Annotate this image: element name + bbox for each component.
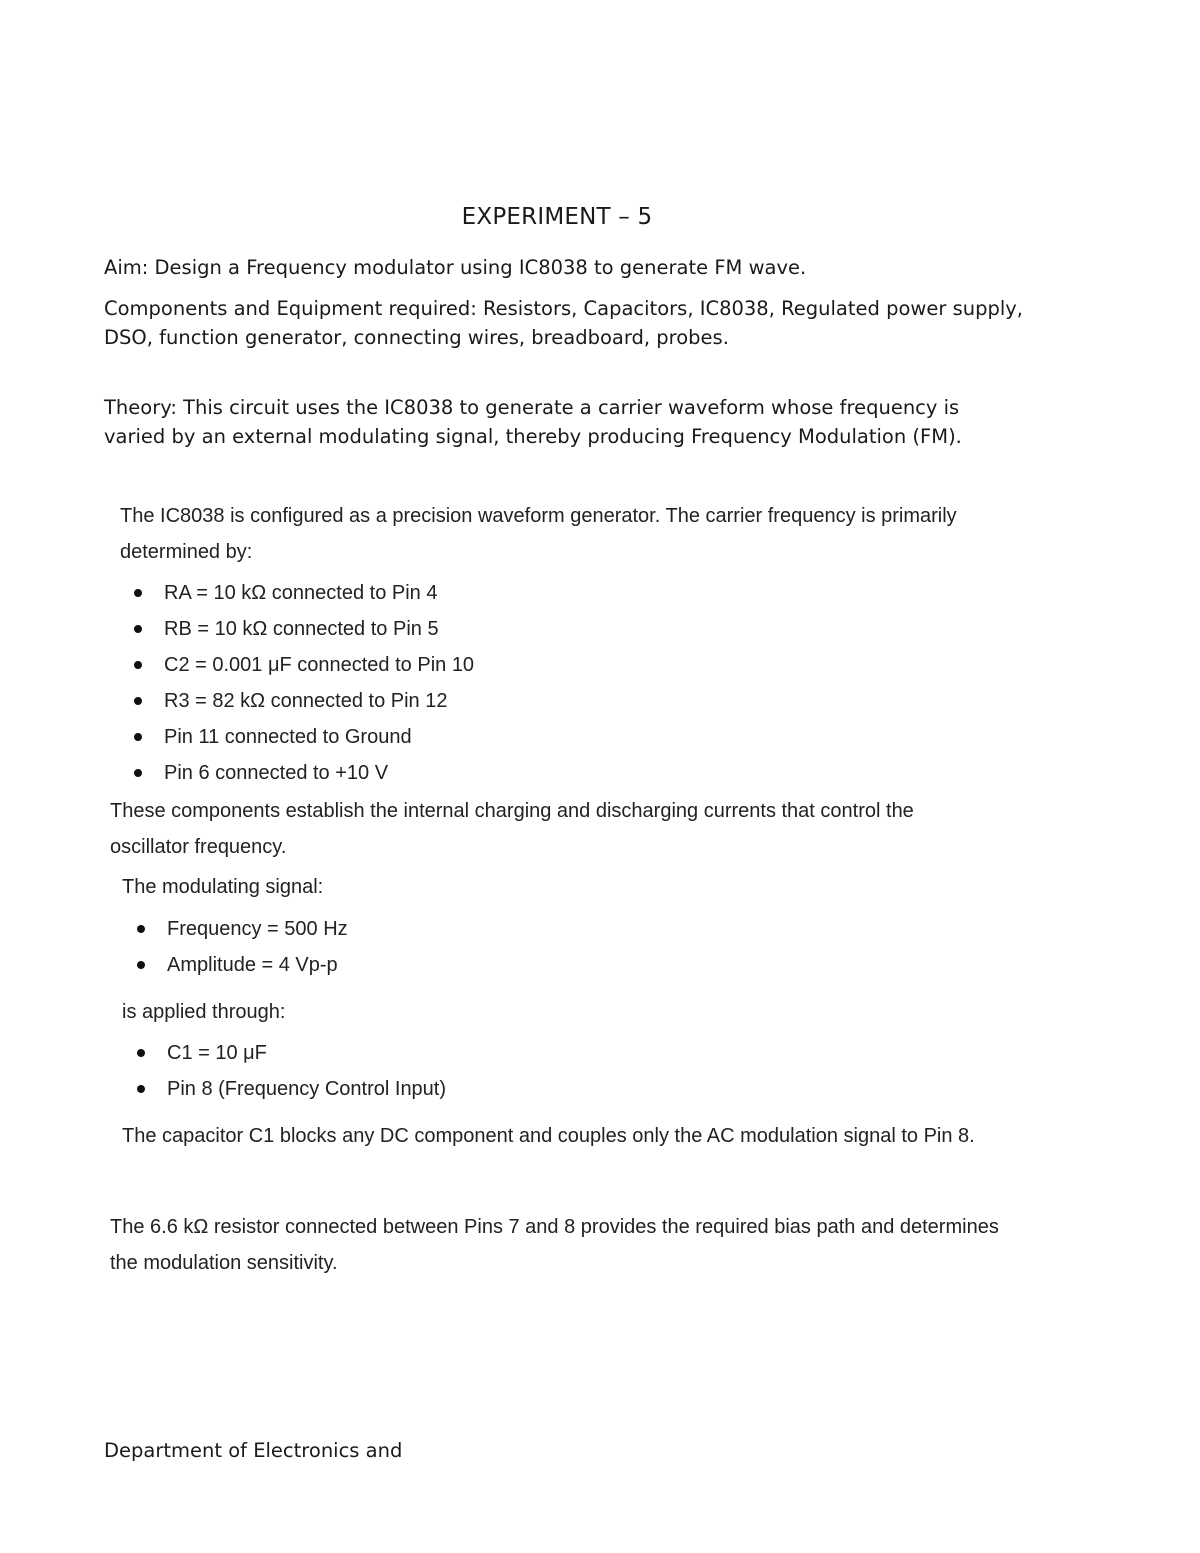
list-item <box>134 683 474 719</box>
applied-through-list <box>137 1035 446 1107</box>
bullet-icon <box>137 1085 145 1093</box>
resistor-note-text: The 6.6 kΩ resistor connected between Pins 7 and 8 provides the required bias path and determines the modulation sensitivity. <box>110 1216 999 1274</box>
list-item-text: RA = 10 kΩ connected to Pin 4 <box>164 582 438 604</box>
list-item <box>134 611 474 647</box>
list-item <box>134 755 474 791</box>
carrier-intro-text: The IC8038 is configured as a precision waveform generator. The carrier frequency is primarily determined by: <box>120 505 957 563</box>
aim-text: Aim: Design a Frequency modulator using IC8038 to generate FM wave. <box>104 256 807 279</box>
modulating-intro-text: The modulating signal: <box>122 876 324 898</box>
bullet-icon <box>134 661 142 669</box>
list-item <box>137 1035 446 1071</box>
bullet-icon <box>134 625 142 633</box>
bullet-icon <box>134 697 142 705</box>
page-footer: Department of Electronics and <box>104 1439 403 1462</box>
list-item-text: C1 = 10 μF <box>167 1042 267 1064</box>
page-title: EXPERIMENT – 5 <box>461 204 653 230</box>
bullet-icon <box>134 769 142 777</box>
carrier-components-list <box>134 575 474 791</box>
components-required-text: Components and Equipment required: Resistors, Capacitors, IC8038, Regulated power supply, DSO, function generator, connecting wires, breadboard, probes. <box>104 297 1023 349</box>
bullet-icon <box>134 733 142 741</box>
bullet-icon <box>137 925 145 933</box>
applied-intro-text: is applied through: <box>122 1001 286 1023</box>
list-item <box>137 947 348 983</box>
list-item <box>134 719 474 755</box>
components-note-text: These components establish the internal charging and discharging currents that control the oscillator frequency. <box>110 800 914 858</box>
bullet-icon <box>134 589 142 597</box>
list-item <box>134 647 474 683</box>
list-item <box>134 575 474 611</box>
list-item-text: RB = 10 kΩ connected to Pin 5 <box>164 618 439 640</box>
modulating-signal-list <box>137 911 348 983</box>
list-item-text: Frequency = 500 Hz <box>167 918 348 940</box>
list-item-text: Amplitude = 4 Vp-p <box>167 954 338 976</box>
list-item-text: R3 = 82 kΩ connected to Pin 12 <box>164 690 448 712</box>
list-item-text: Pin 8 (Frequency Control Input) <box>167 1078 447 1100</box>
list-item <box>137 911 348 947</box>
list-item <box>137 1071 446 1107</box>
capacitor-note-text: The capacitor C1 blocks any DC component and couples only the AC modulation signal to Pin 8. <box>122 1125 975 1147</box>
list-item-text: Pin 11 connected to Ground <box>164 726 412 748</box>
list-item-text: C2 = 0.001 μF connected to Pin 10 <box>164 654 475 676</box>
bullet-icon <box>137 961 145 969</box>
list-item-text: Pin 6 connected to +10 V <box>164 762 389 784</box>
theory-text: Theory: This circuit uses the IC8038 to generate a carrier waveform whose frequency is varied by an external modulating signal, thereby producing Frequency Modulation (FM). <box>104 396 962 448</box>
bullet-icon <box>137 1049 145 1057</box>
